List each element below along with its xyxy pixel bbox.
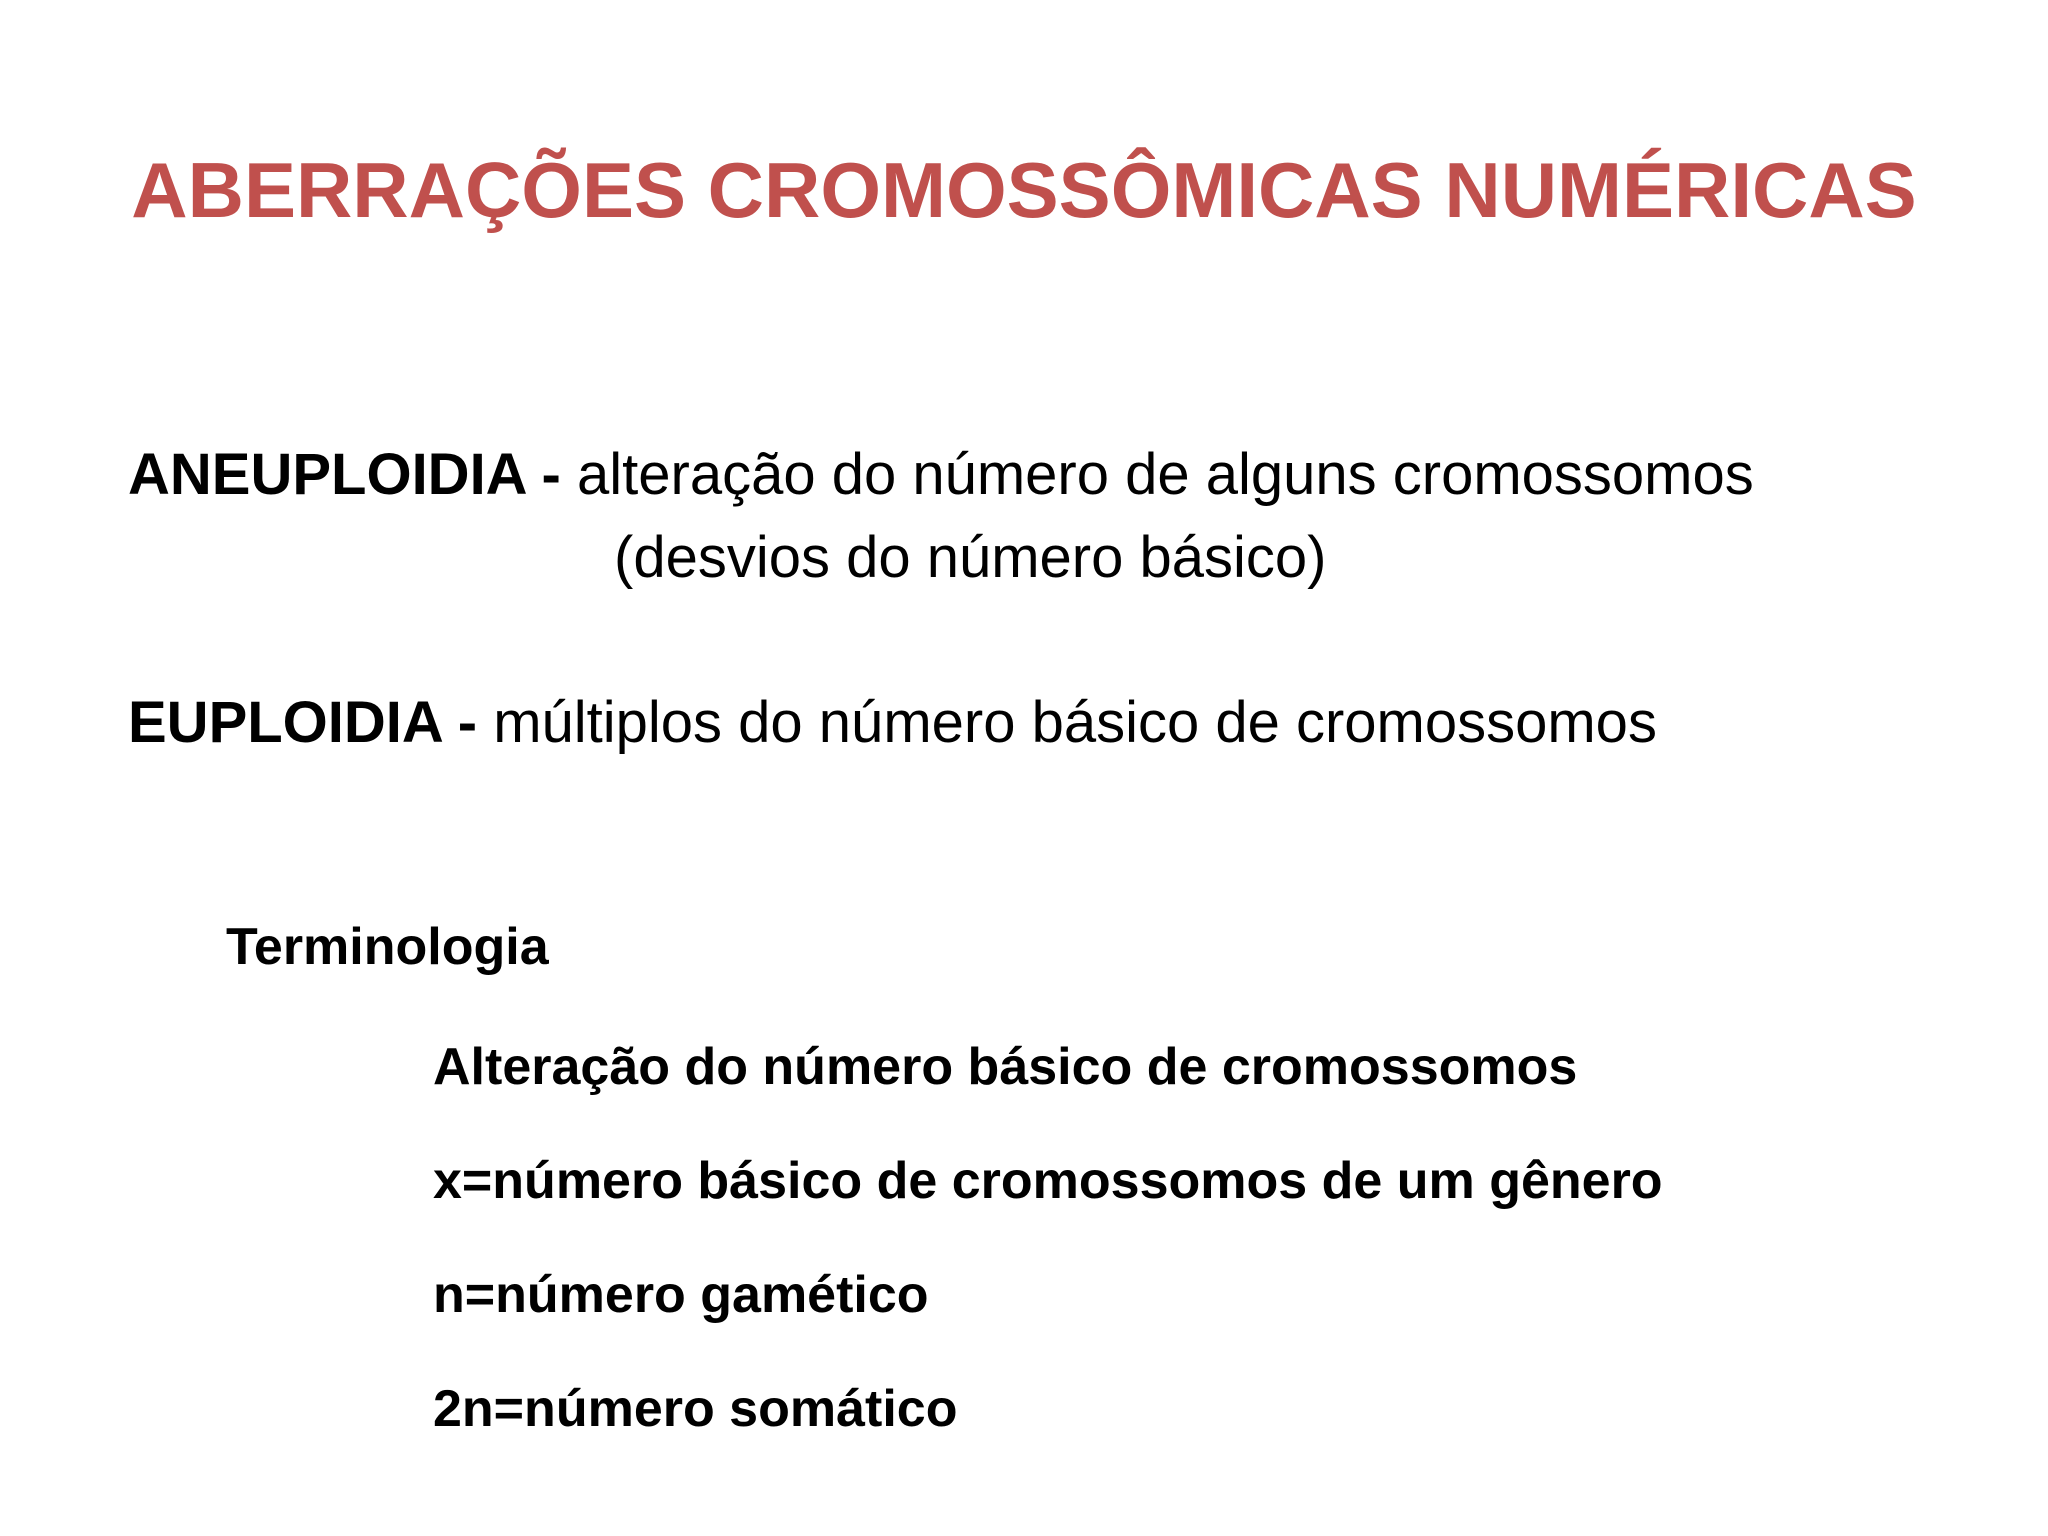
definition-aneuploidia	[128, 435, 1754, 515]
definition-euploidia-text: múltiplos do número básico de cromossomos	[493, 690, 1657, 755]
terminology-heading: Terminologia	[226, 918, 549, 976]
definition-euploidia	[128, 683, 1657, 763]
terminology-list	[433, 1032, 1663, 1488]
definition-aneuploidia-continuation: (desvios do número básico)	[614, 525, 1327, 590]
term-aneuploidia: ANEUPLOIDIA -	[128, 442, 561, 507]
terminology-item: Alteração do número básico de cromossomos	[433, 1038, 1578, 1096]
term-euploidia: EUPLOIDIA -	[128, 690, 478, 755]
terminology-item: x=número básico de cromossomos de um gênero	[433, 1152, 1663, 1210]
definition-aneuploidia-text: alteração do número de alguns cromossomos	[576, 442, 1754, 507]
terminology-item: 2n=número somático	[433, 1380, 958, 1438]
terminology-item: n=número gamético	[433, 1266, 929, 1324]
slide-title: ABERRAÇÕES CROMOSSÔMICAS NUMÉRICAS	[131, 146, 1917, 234]
